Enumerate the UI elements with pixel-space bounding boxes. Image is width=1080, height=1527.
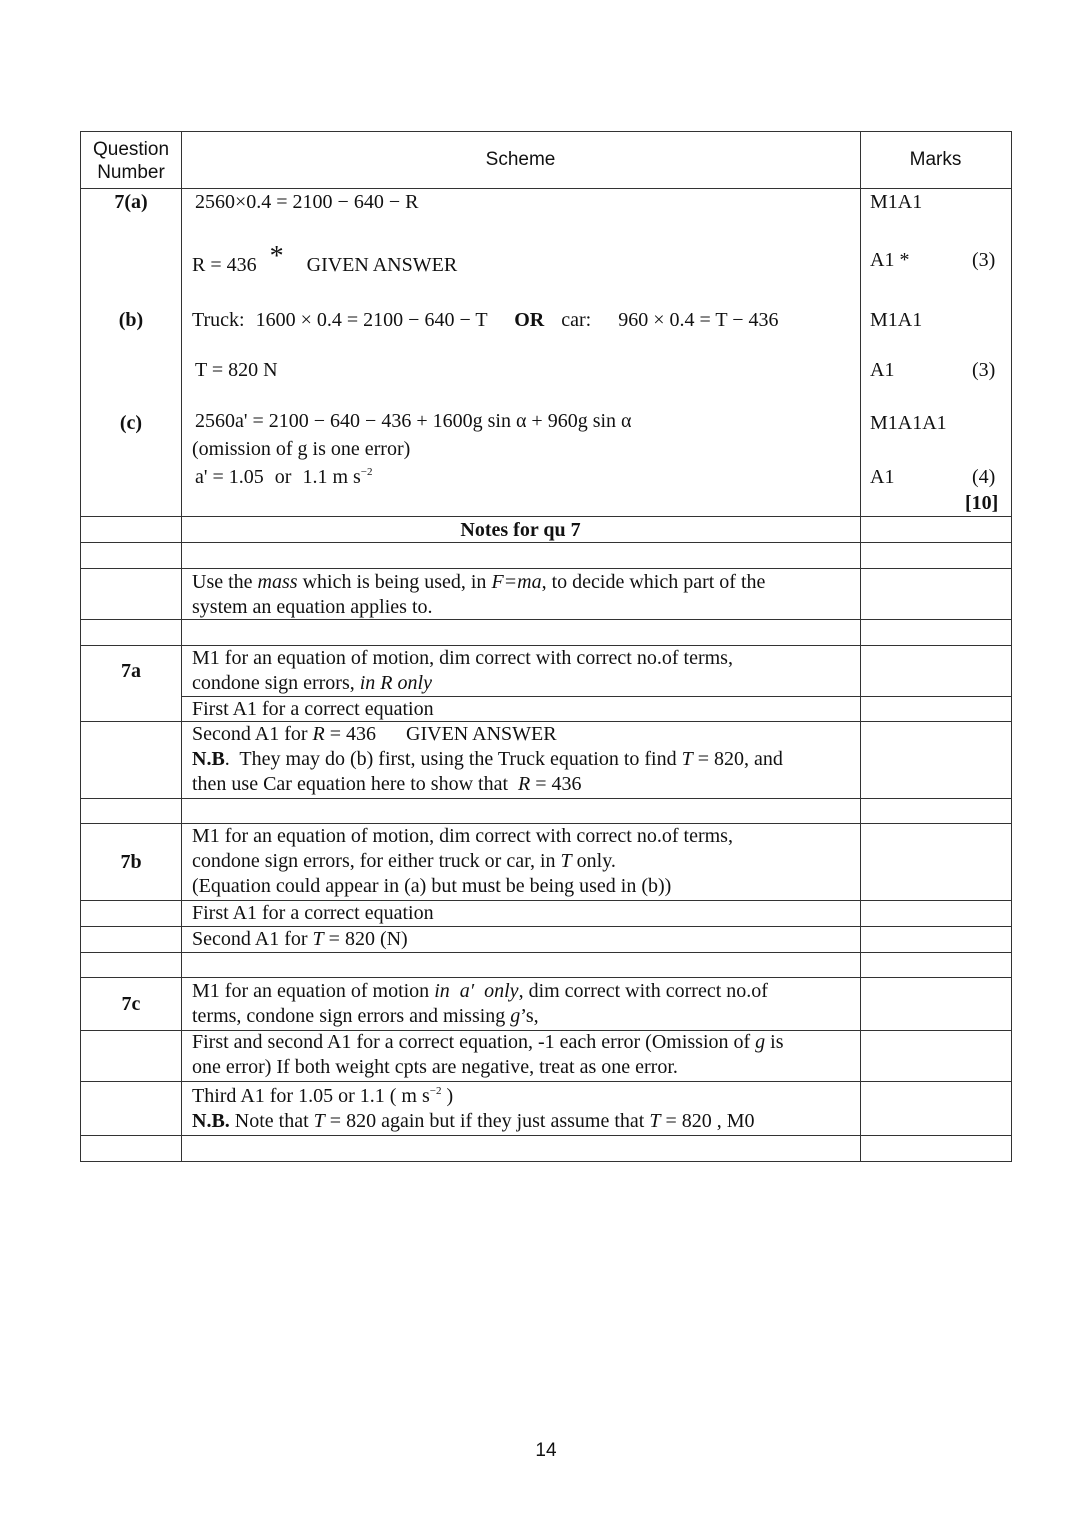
- header-question-number: Question Number: [92, 139, 170, 183]
- note-7c-a3: Third A1 for 1.05 or 1.1 ( m $s^{-2}$ ): [192, 1085, 454, 1107]
- equation-7a-1: 2560×0.4 = 2100 − 640 − R: [195, 191, 419, 213]
- mark-7b-a1: A1: [870, 359, 895, 381]
- equation-7b-truck-car: Truck: 1600 × 0.4 = 2100 − 640 − T OR car: 960 × 0.4 = T − 436: [192, 309, 779, 331]
- notes-label-7b: 7b: [120, 851, 142, 873]
- header-scheme: Scheme: [485, 149, 556, 170]
- mark-7b-m1a1: M1A1: [870, 309, 923, 331]
- notes-label-7a: 7a: [121, 660, 141, 682]
- notes-title: Notes for qu 7: [460, 519, 581, 541]
- mark-7b-total: (3): [972, 359, 996, 381]
- note-7a-m1-line2: condone sign errors, in R only: [192, 672, 432, 694]
- mark-7a-a1: A1 *: [870, 249, 910, 271]
- note-7c-nb: N.B. Note that T = 820 again but if they just assume that T = 820 , M0: [192, 1110, 755, 1132]
- equation-7a-2: R = 436 * GIVEN ANSWER: [192, 241, 458, 276]
- note-7a-a2: Second A1 for R = 436 GIVEN ANSWER: [192, 723, 557, 745]
- result-7b: T = 820 N: [195, 359, 278, 381]
- note-7c-a12-line1: First and second A1 for a correct equation, -1 each error (Omission of g is: [192, 1031, 784, 1053]
- note-7a-a1: First A1 for a correct equation: [192, 698, 434, 720]
- question-label-7b: (b): [118, 309, 144, 331]
- result-7c: a' = 1.05 or 1.1 m $s^{-2}$: [195, 466, 373, 488]
- note-7c-a12-line2: one error) If both weight cpts are negative, treat as one error.: [192, 1056, 678, 1078]
- asterisk-mark: *: [269, 241, 284, 272]
- grand-total: [10]: [965, 492, 999, 514]
- equation-7c: 2560a' = 2100 − 640 − 436 + 1600g sin α + 960g sin α: [195, 410, 632, 432]
- note-7b-m1-line1: M1 for an equation of motion, dim correct with correct no.of terms,: [192, 825, 733, 847]
- question-label-7a: 7(a): [114, 191, 148, 213]
- note-7a-m1-line1: M1 for an equation of motion, dim correct with correct no.of terms,: [192, 647, 733, 669]
- note-7b-m1-line2: condone sign errors, for either truck or car, in T only.: [192, 850, 616, 872]
- note-7c-m1-line1: M1 for an equation of motion in a′ only, dim correct with correct no.of: [192, 980, 768, 1002]
- mark-7c-a1: A1: [870, 466, 895, 488]
- header-marks: Marks: [909, 149, 962, 170]
- note-7a-nb-line2: then use Car equation here to show that R = 436: [192, 773, 582, 795]
- notes-label-7c: 7c: [121, 993, 141, 1015]
- note-general-line2: system an equation applies to.: [192, 596, 433, 618]
- note-7c-m1-line2: terms, condone sign errors and missing g’s,: [192, 1005, 539, 1027]
- note-7b-m1-line3: (Equation could appear in (a) but must be being used in (b)): [192, 875, 672, 897]
- mark-7a-total: (3): [972, 249, 996, 271]
- note-7a-nb-line1: N.B. They may do (b) first, using the Truck equation to find T = 820, and: [192, 748, 783, 770]
- mark-7c-m1a1a1: M1A1A1: [870, 412, 947, 434]
- page-number: 14: [535, 1440, 557, 1461]
- note-7b-a2: Second A1 for T = 820 (N): [192, 928, 408, 950]
- mark-7c-total: (4): [972, 466, 996, 488]
- mark-7a-m1a1: M1A1: [870, 191, 923, 213]
- question-label-7c: (c): [119, 412, 143, 434]
- note-7b-a1: First A1 for a correct equation: [192, 902, 434, 924]
- note-7c-omission: (omission of g is one error): [192, 438, 411, 460]
- note-general-line1: Use the mass which is being used, in F=ma, to decide which part of the: [192, 571, 766, 593]
